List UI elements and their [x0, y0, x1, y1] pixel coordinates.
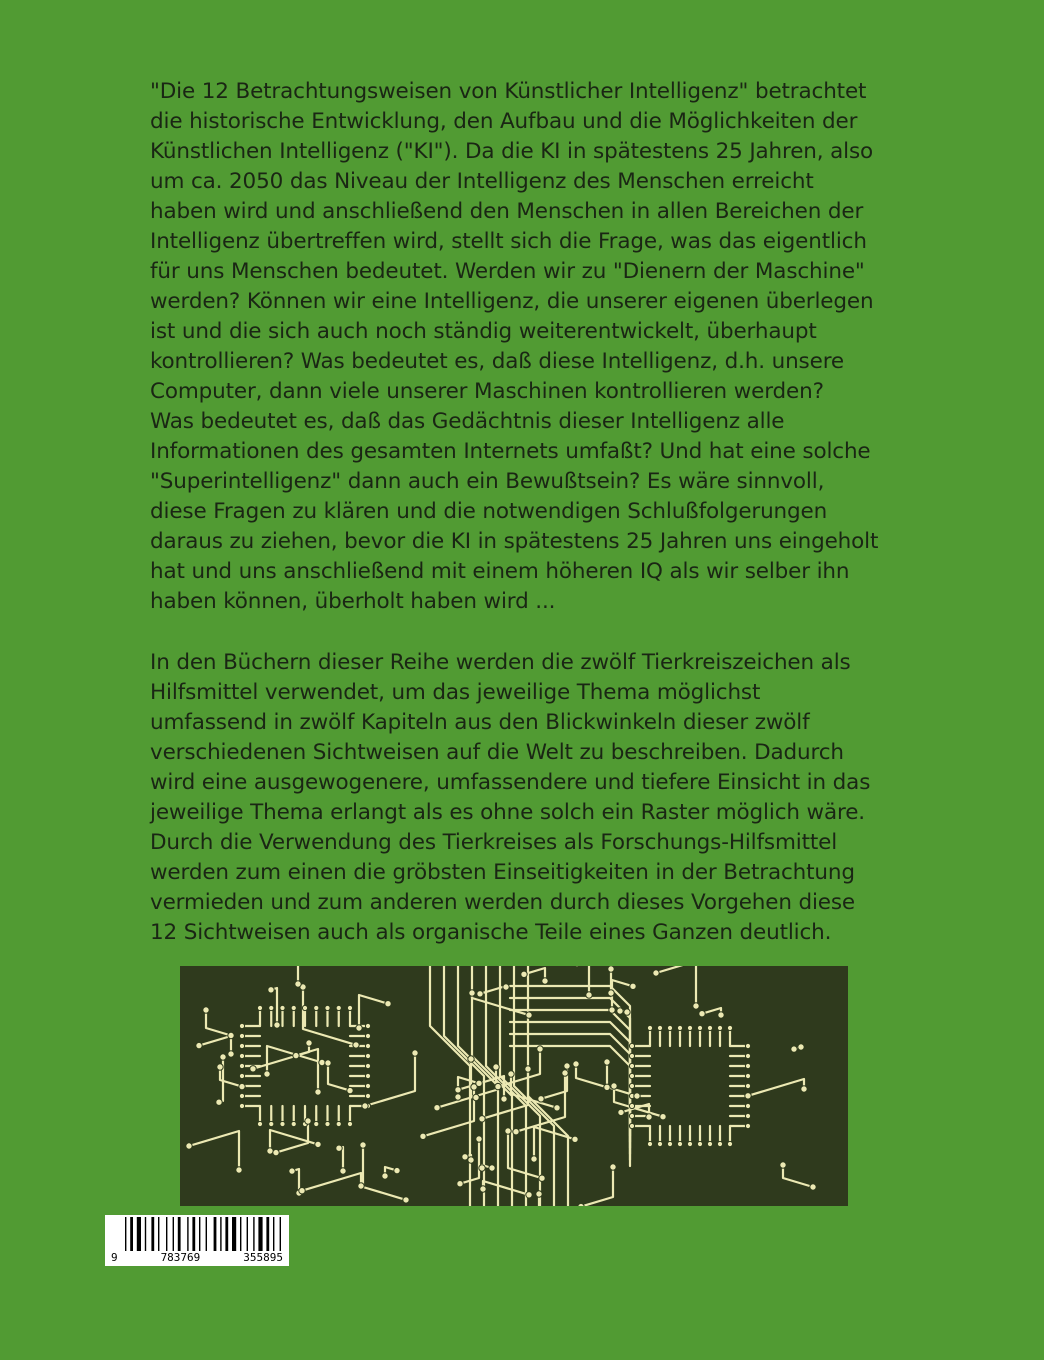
text-line: Computer, dann viele unserer Maschinen kontrollieren werden?: [150, 379, 824, 404]
text-line: Informationen des gesamten Internets umfaßt? Und hat eine solche: [150, 439, 871, 464]
text-line: Künstlichen Intelligenz ("KI"). Da die KI in spätestens 25 Jahren, also: [150, 139, 874, 164]
text-line: "Superintelligenz" dann auch ein Bewußtsein? Es wäre sinnvoll,: [150, 469, 825, 494]
text-line: um ca. 2050 das Niveau der Intelligenz des Menschen erreicht: [150, 169, 814, 194]
text-line: umfassend in zwölf Kapiteln aus den Blickwinkeln dieser zwölf: [150, 710, 810, 735]
text-line: Durch die Verwendung des Tierkreises als Forschungs-Hilfsmittel: [150, 830, 838, 855]
barcode-digit-group-2: 355895: [243, 1251, 283, 1264]
text-line: diese Fragen zu klären und die notwendigen Schlußfolgerungen: [150, 499, 828, 524]
circuit-board-image: [180, 966, 848, 1206]
text-line: In den Büchern dieser Reihe werden die zwölf Tierkreiszeichen als: [150, 650, 851, 675]
text-line: daraus zu ziehen, bevor die KI in spätestens 25 Jahren uns eingeholt: [150, 529, 879, 554]
text-line: "Die 12 Betrachtungsweisen von Künstlicher Intelligenz" betrachtet: [150, 79, 867, 104]
text-line: für uns Menschen bedeutet. Werden wir zu "Dienern der Maschine": [150, 259, 865, 284]
text-line: die historische Entwicklung, den Aufbau und die Möglichkeiten der: [150, 109, 858, 134]
text-line: jeweilige Thema erlangt als es ohne solch ein Raster möglich wäre.: [150, 800, 865, 825]
barcode-digit-group-1: 783769: [160, 1251, 201, 1264]
text-line: Hilfsmittel verwendet, um das jeweilige Thema möglichst: [150, 680, 761, 705]
text-line: 12 Sichtweisen auch als organische Teile eines Ganzen deutlich.: [150, 920, 832, 945]
text-line: kontrollieren? Was bedeutet es, daß diese Intelligenz, d.h. unsere: [150, 349, 844, 374]
text-line: haben können, überholt haben wird ...: [150, 589, 556, 614]
text-line: vermieden und zum anderen werden durch dieses Vorgehen diese: [150, 890, 856, 915]
text-line: haben wird und anschließend den Menschen in allen Bereichen der: [150, 199, 864, 224]
text-line: verschiedenen Sichtweisen auf die Welt zu beschreiben. Dadurch: [150, 740, 844, 765]
text-line: wird eine ausgewogenere, umfassendere und tiefere Einsicht in das: [150, 770, 871, 795]
barcode-digit-prefix: 9: [111, 1251, 118, 1264]
text-line: ist und die sich auch noch ständig weiterentwickelt, überhaupt: [150, 319, 817, 344]
barcode-bars: [105, 1217, 289, 1253]
text-line: Was bedeutet es, daß das Gedächtnis dieser Intelligenz alle: [150, 409, 785, 434]
text-line: hat und uns anschließend mit einem höheren IQ als wir selber ihn: [150, 559, 850, 584]
description-paragraph-1: [150, 77, 910, 617]
description-paragraph-2: [150, 648, 910, 948]
text-line: Intelligenz übertreffen wird, stellt sich die Frage, was das eigentlich: [150, 229, 867, 254]
text-line: werden zum einen die gröbsten Einseitigkeiten in der Betrachtung: [150, 860, 855, 885]
isbn-barcode: [105, 1215, 289, 1266]
text-line: werden? Können wir eine Intelligenz, die unserer eigenen überlegen: [150, 289, 874, 314]
